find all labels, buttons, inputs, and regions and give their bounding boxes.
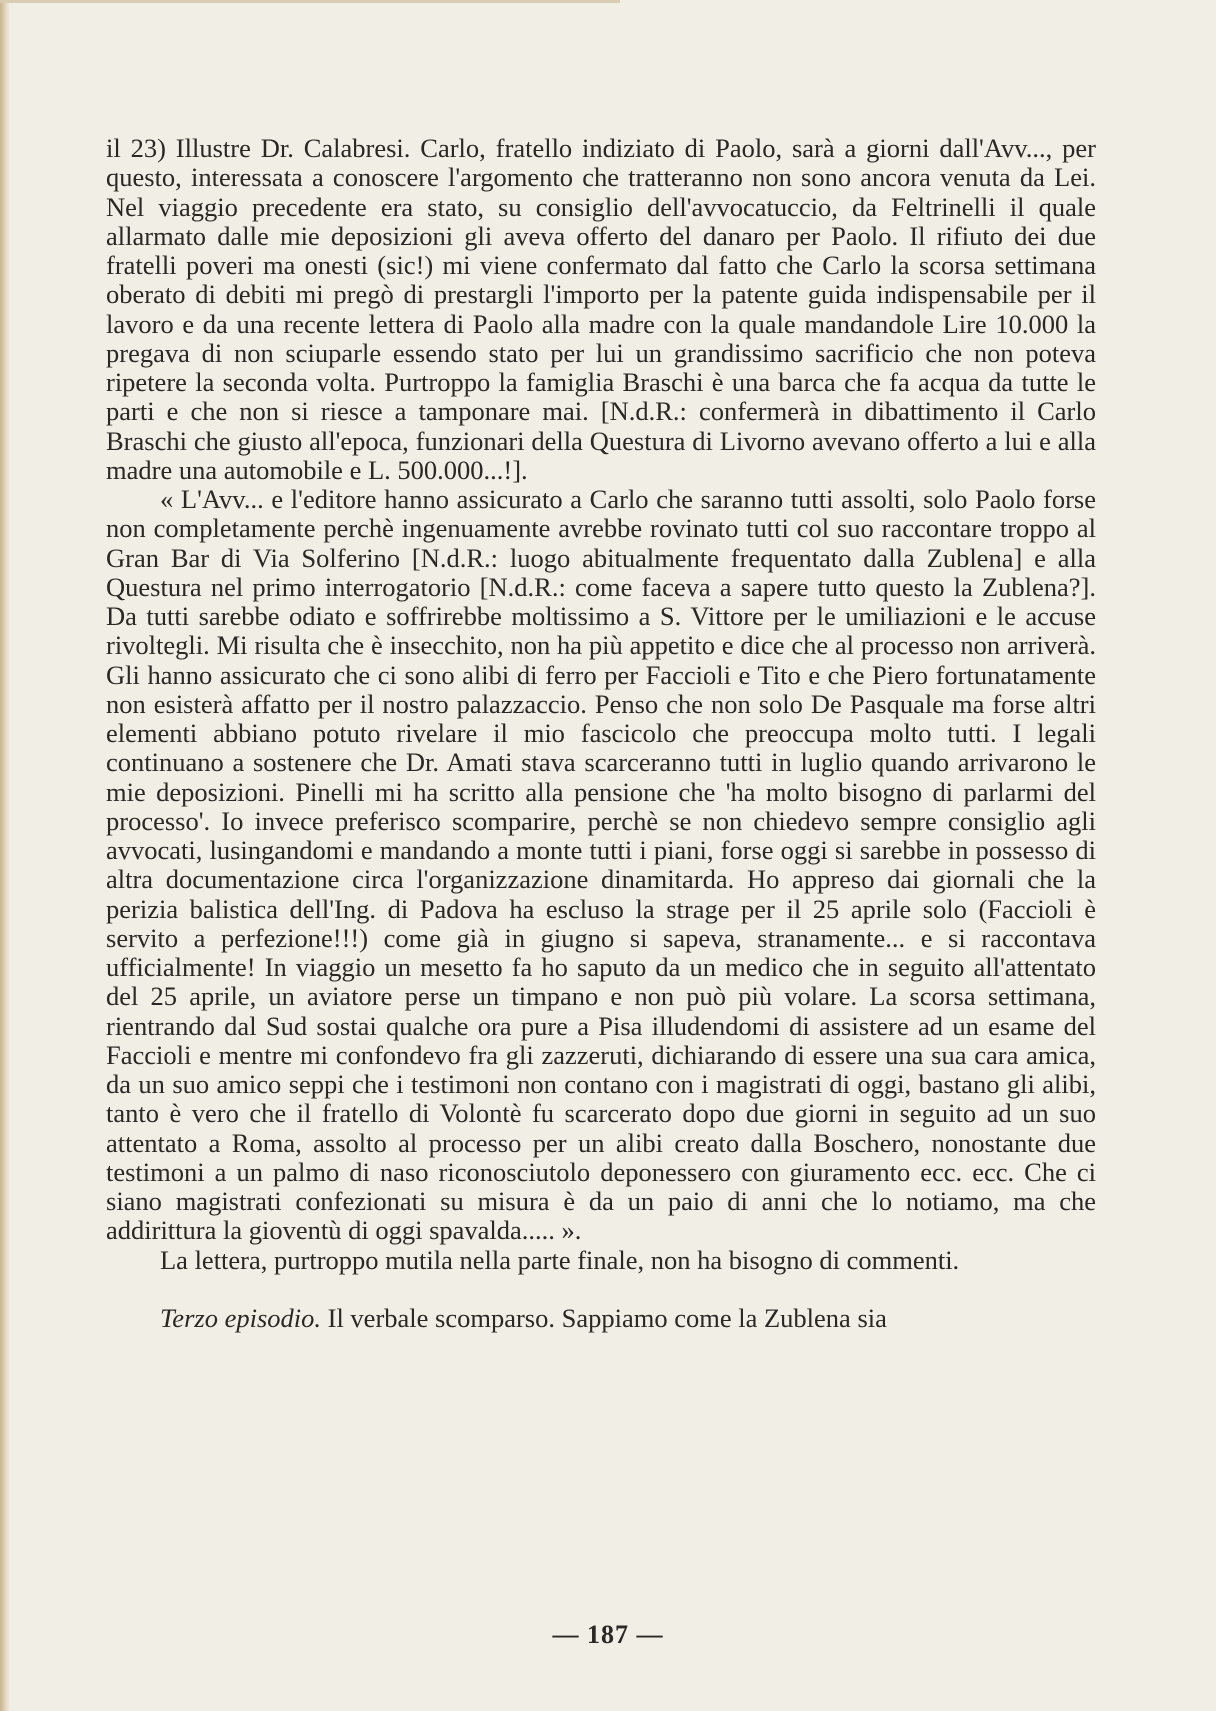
paragraph-letter-continued: « L'Avv... e l'editore hanno assicurato a Carlo che saranno tutti assolti, solo Paolo forse non completamente perchè ingenuamente avrebbe rovinato tutti col suo raccontare troppo al Gran Bar di Via Solferino [N.d.R.: luogo abitualmente frequentato dalla Zublena] e alla Questura nel primo interrogatorio [N.d.R.: come faceva a sapere tutto questo la Zublena?]. Da tutti sarebbe odiato e soffrirebbe moltissimo a S. Vittore per le umiliazioni e le accuse rivoltegli. Mi risulta che è insecchito, non ha più appetito e dice che al processo non arriverà. Gli hanno assicurato che ci sono alibi di ferro per Faccioli e Tito e che Piero fortunatamente non esisterà affatto per il nostro palazzaccio. Penso che non solo De Pasquale ma forse altri elementi abbiano potuto rivelare il mio fascicolo che preoccupa molto tutti. I legali continuano a sostenere che Dr. Amati stava scarceranno tutti in luglio quando arrivarono le mie deposizioni. Pinelli mi ha scritto alla pensione che 'ha molto bisogno di parlarmi del processo'. Io invece preferisco scomparire, perchè se non chiedevo sempre consiglio agli avvocati, lusingandomi e mandando a monte tutti i piani, forse oggi si sarebbe in possesso di altra documentazione circa l'organizzazione dinamitarda. Ho appreso dai giornali che la perizia balistica dell'Ing. di Padova ha escluso la strage per il 25 aprile solo (Faccioli è servito a perfezione!!!) come già in giugno si sapeva, stranamente... e si raccontava ufficialmente! In viaggio un mesetto fa ho saputo da un medico che in seguito all'attentato del 25 aprile, un aviatore perse un timpano e non può più volare. La scorsa settimana, rientrando dal Sud sostai qualche ora pure a Pisa illudendomi di assistere ad un esame del Faccioli e mentre mi confondevo fra gli zazzeruti, dichiarando di essere una sua cara amica, da un suo amico seppi che i testimoni non contano con i magistrati di oggi, bastano gli alibi, tanto è vero che il fratello di Volontè fu scarcerato dopo due giorni in seguito ad un suo attentato a Roma, assolto al processo per un alibi creato dalla Boschero, nonostante due testimoni a un palmo di naso riconosciutolo deponessero con giuramento ecc. ecc. Che ci siano magistrati confezionati su misura è da un paio di anni che lo notiamo, ma che addirittura la gioventù di oggi spavalda..... ». — [106, 484, 1096, 1246]
body-text — [106, 134, 1096, 1333]
paragraph-comment: La lettera, purtroppo mutila nella parte finale, non ha bisogno di commenti. — [160, 1244, 960, 1275]
page-top-edge — [0, 0, 620, 3]
third-episode-text: Il verbale scomparso. Sappiamo come la Zublena sia — [321, 1302, 887, 1333]
section-heading-third-episode: Terzo episodio. — [160, 1302, 321, 1333]
page-binding-edge — [0, 0, 10, 1711]
paragraph-third-episode — [106, 1304, 1096, 1333]
page-number: — 187 — — [552, 1620, 664, 1649]
paragraph-letter-start: il 23) Illustre Dr. Calabresi. Carlo, fratello indiziato di Paolo, sarà a giorni dall'Avv..., per questo, interessata a conoscere l'argomento che tratteranno non sono ancora venuta da Lei. Nel viaggio precedente era stato, su consiglio dell'avvocatuccio, da Feltrinelli il quale allarmato dalle mie deposizioni gli aveva offerto del danaro per Paolo. Il rifiuto dei due fratelli poveri ma onesti (sic!) mi viene confermato dal fatto che Carlo la scorsa settimana oberato di debiti mi pregò di prestargli l'importo per la patente guida indispensabile per il lavoro e da una recente lettera di Paolo alla madre con la quale mandandole Lire 10.000 la pregava di non sciuparle essendo stato per lui un grandissimo sacrificio che non poteva ripetere la seconda volta. Purtroppo la famiglia Braschi è una barca che fa acqua da tutte le parti e che non si riesce a tamponare mai. [N.d.R.: confermerà in dibattimento il Carlo Braschi che giusto all'epoca, funzionari della Questura di Livorno avevano offerto a lui e alla madre una automobile e L. 500.000...!]. — [106, 133, 1096, 485]
